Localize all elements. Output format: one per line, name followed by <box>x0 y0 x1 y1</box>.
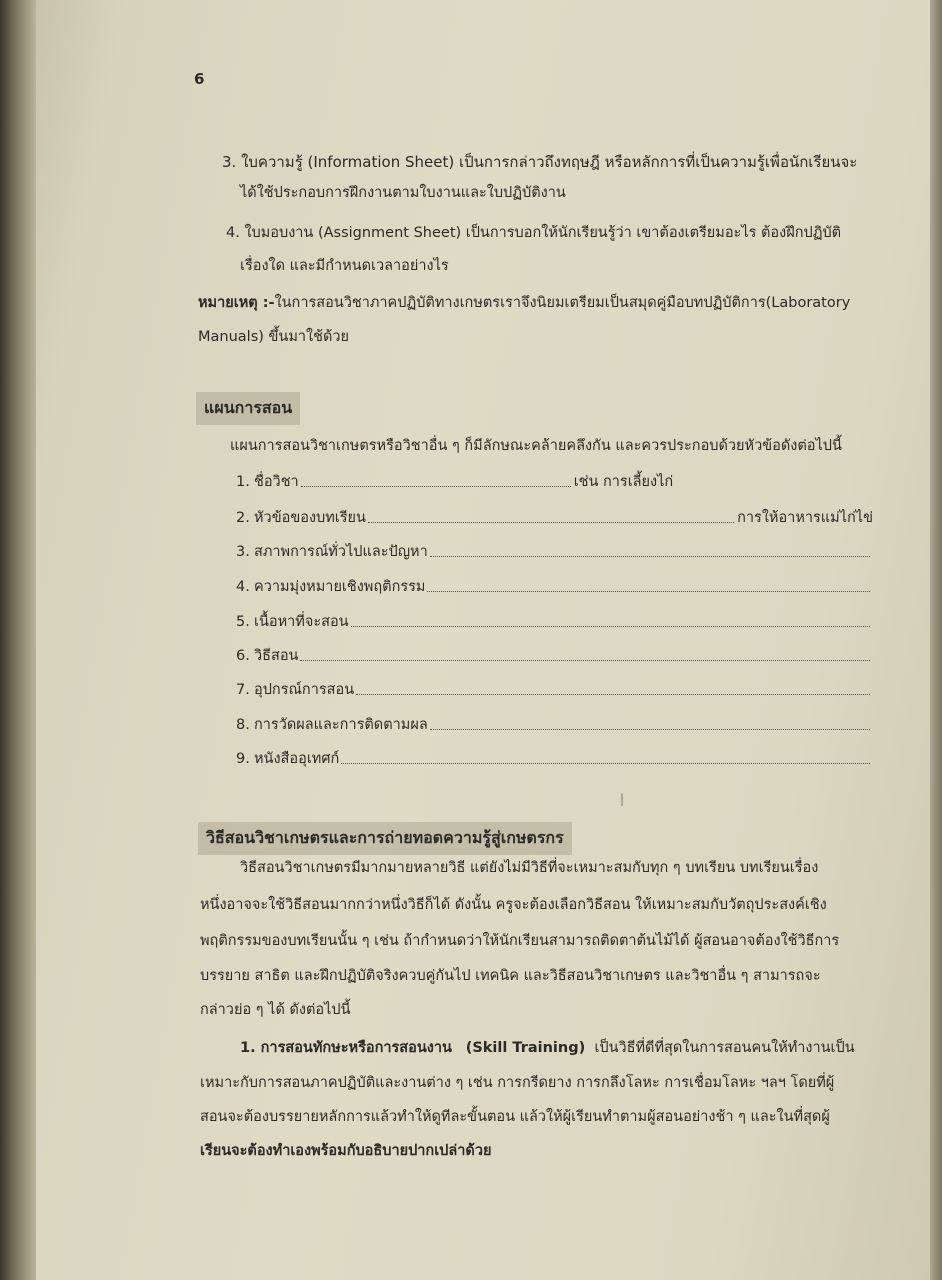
item-label: ความมุ่งหมายเชิงพฤติกรรม <box>254 579 426 595</box>
note-line2: Manuals) ขึ้นมาใช้ด้วย <box>198 329 350 345</box>
methods-paragraph-line: บรรยาย สาธิต และฝึกปฏิบัติจริงควบคู่กันไป เทคนิค และวิธีสอนวิชาเกษตร และวิชาอื่น ๆ สามารถจะ <box>200 968 821 984</box>
item-label: วิธีสอน <box>254 648 299 664</box>
note-label: หมายเหตุ :- <box>198 295 275 311</box>
dotted-fill-line <box>301 472 571 487</box>
section-heading-lesson-plan: แผนการสอน <box>196 392 300 425</box>
lesson-plan-item <box>236 508 873 528</box>
dotted-fill-line <box>430 542 870 557</box>
item-example: เช่น การเลี้ยงไก่ <box>573 474 674 490</box>
item-label: อุปกรณ์การสอน <box>254 682 355 698</box>
item-number: 9. <box>236 751 250 767</box>
item-label: เนื้อหาที่จะสอน <box>254 614 349 630</box>
item-label: ชื่อวิชา <box>254 474 299 490</box>
lesson-plan-intro: แผนการสอนวิชาเกษตรหรือวิชาอื่น ๆ ก็มีลักษณะคล้ายคลึงกัน และควรประกอบด้วยหัวข้อดังต่อไปนี้ <box>230 438 842 454</box>
item-label: สภาพการณ์ทั่วไปและปัญหา <box>254 544 428 560</box>
item-label: หัวข้อของบทเรียน <box>254 510 366 526</box>
list-item-3-line2: ได้ใช้ประกอบการฝึกงานตามใบงานและใบปฏิบัติงาน <box>240 185 566 201</box>
methods-paragraph-line: พฤติกรรมของบทเรียนนั้น ๆ เช่น ถ้ากำหนดว่าให้นักเรียนสามารถติดตาต้นไม้ได้ ผู้สอนอาจต้องใช้วิธีการ <box>200 933 840 949</box>
lesson-plan-item <box>236 612 873 632</box>
list-item-4-line2: เรื่องใด และมีกำหนดเวลาอย่างไร <box>240 258 449 274</box>
skill-training-line: เรียนจะต้องทำเองพร้อมกับอธิบายปากเปล่าด้วย <box>200 1143 492 1159</box>
dotted-fill-line <box>341 749 870 764</box>
item-number: 3. <box>236 544 250 560</box>
note-text: ในการสอนวิชาภาคปฏิบัติทางเกษตรเราจึงนิยมเตรียมเป็นสมุดคู่มือบทปฏิบัติการ(Laboratory <box>274 295 851 311</box>
page-number: 6 <box>194 70 205 88</box>
item-number: 4. <box>236 579 250 595</box>
methods-paragraph-line: หนึ่งอาจจะใช้วิธีสอนมากกว่าหนึ่งวิธีก็ได้ ดังนั้น ครูจะต้องเลือกวิธีสอน ให้เหมาะสมกับวัตถุประสงค์เชิง <box>200 897 827 913</box>
skill-training-title: 1. การสอนทักษะหรือการสอนงาน <box>240 1040 452 1056</box>
document-page <box>36 0 930 1280</box>
note-line1 <box>198 293 850 313</box>
item-number: 2. <box>236 510 250 526</box>
skill-training-line1 <box>240 1038 855 1058</box>
item-number: 8. <box>236 717 250 733</box>
page-edge <box>928 0 942 1280</box>
item-number: 7. <box>236 682 250 698</box>
skill-training-line: เหมาะกับการสอนภาคปฏิบัติและงานต่าง ๆ เช่น การกรีดยาง การกลึงโลหะ การเชื่อมโลหะ ฯลฯ โดยที่ผู้ <box>200 1075 835 1091</box>
lesson-plan-item <box>236 680 873 700</box>
dotted-fill-line <box>430 715 870 730</box>
item-number: 5. <box>236 614 250 630</box>
dotted-fill-line <box>356 680 870 695</box>
methods-paragraph-line: วิธีสอนวิชาเกษตรมีมากมายหลายวิธี แต่ยังไม่มีวิธีที่จะเหมาะสมกับทุก ๆ บทเรียน บทเรียนเรื่อง <box>240 860 819 876</box>
item-example: การให้อาหารแม่ไก่ไข่ <box>737 510 873 526</box>
dotted-fill-line <box>368 508 734 523</box>
list-item-3-line1: 3. ใบความรู้ (Information Sheet) เป็นการกล่าวถึงทฤษฎี หรือหลักการที่เป็นความรู้เพื่อนักเรียนจะ <box>222 153 858 171</box>
methods-paragraph-line: กล่าวย่อ ๆ ได้ ดังต่อไปนี้ <box>200 1002 351 1018</box>
book-spine <box>0 0 40 1280</box>
dotted-fill-line <box>427 577 870 592</box>
lesson-plan-item <box>236 749 873 769</box>
item-number: 1. <box>236 474 250 490</box>
dotted-fill-line <box>351 612 870 627</box>
item-label: หนังสืออุเทศก์ <box>254 751 340 767</box>
item-label: การวัดผลและการติดตามผล <box>254 717 428 733</box>
skill-training-line: สอนจะต้องบรรยายหลักการแล้วทำให้ดูทีละขั้นตอน แล้วให้ผู้เรียนทำตามผู้สอนอย่างช้า ๆ และในที่สุดผู้ <box>200 1109 830 1125</box>
dotted-fill-line <box>300 646 870 661</box>
lesson-plan-item <box>236 577 873 597</box>
skill-training-desc: เป็นวิธีที่ดีที่สุดในการสอนคนให้ทำงานเป็น <box>594 1040 855 1056</box>
section-heading-methods: วิธีสอนวิชาเกษตรและการถ่ายทอดความรู้สู่เกษตรกร <box>198 822 572 855</box>
lesson-plan-item <box>236 472 873 492</box>
stray-mark: | <box>620 792 625 806</box>
list-item-4-line1: 4. ใบมอบงาน (Assignment Sheet) เป็นการบอกให้นักเรียนรู้ว่า เขาต้องเตรียมอะไร ต้องฝึกปฏิบัติ <box>226 225 842 241</box>
lesson-plan-item <box>236 542 873 562</box>
item-number: 6. <box>236 648 250 664</box>
skill-training-english: (Skill Training) <box>465 1040 586 1056</box>
lesson-plan-item <box>236 646 873 666</box>
lesson-plan-item <box>236 715 873 735</box>
